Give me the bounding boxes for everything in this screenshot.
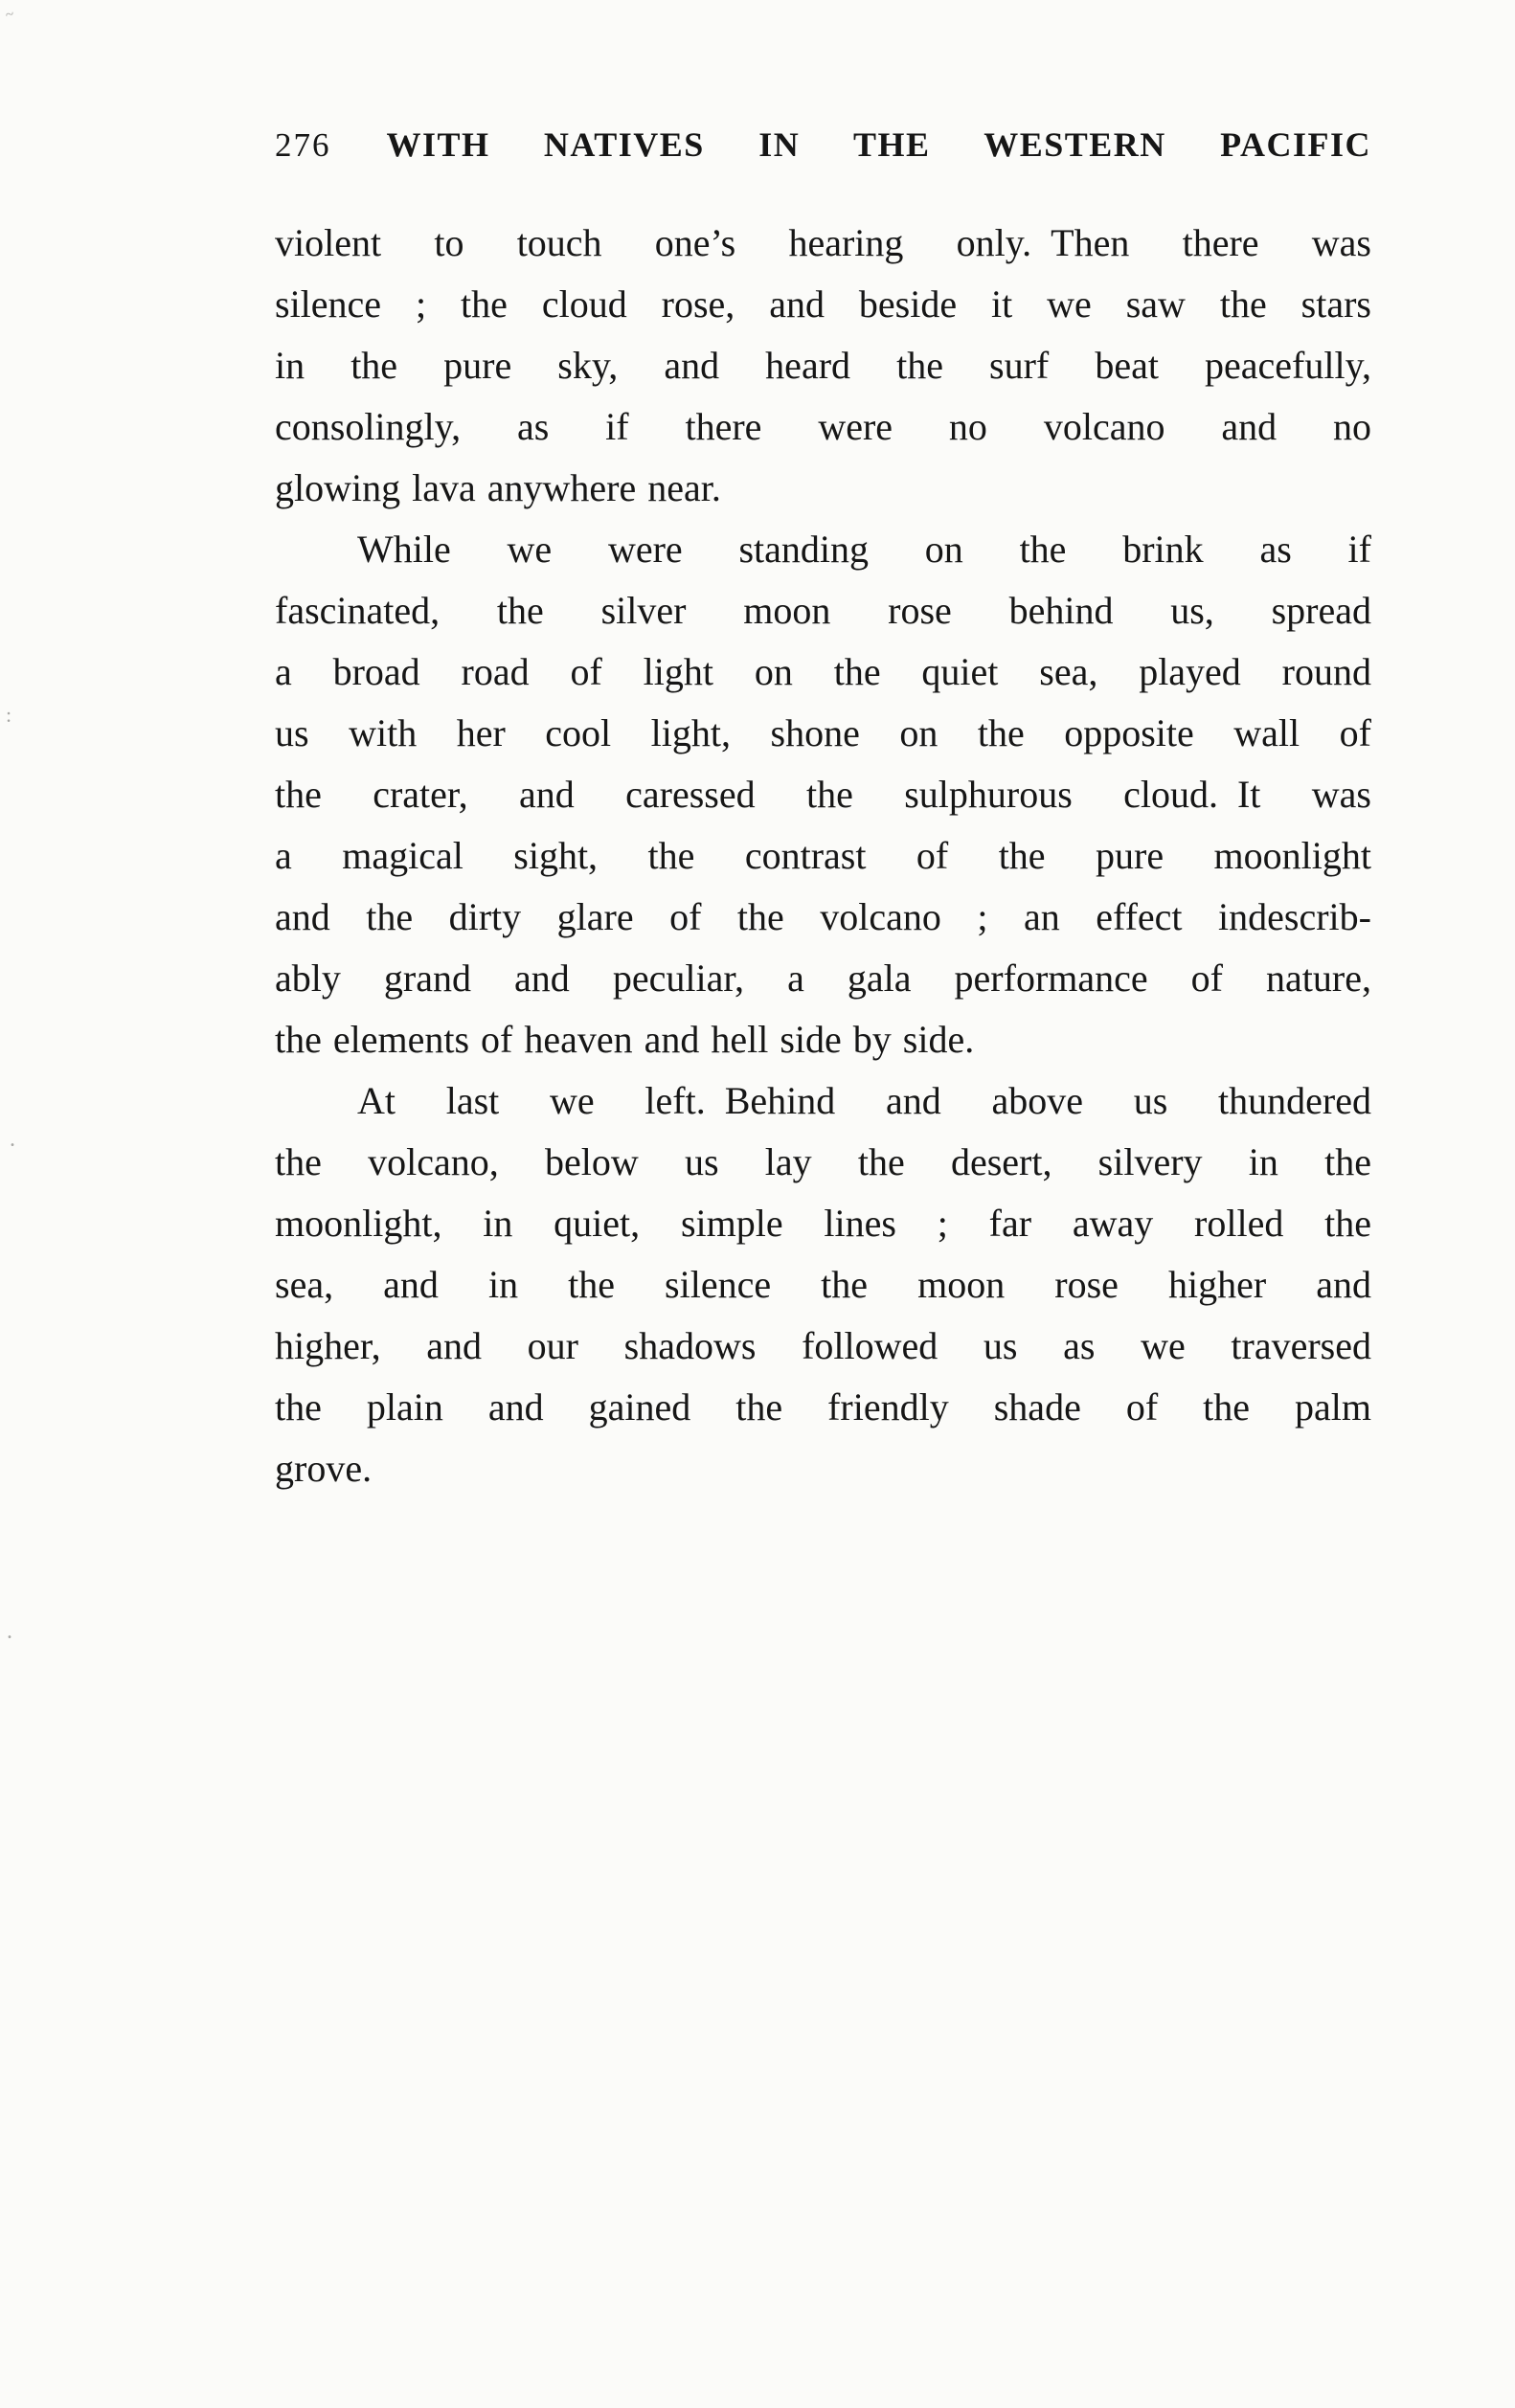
text-line: moonlight, in quiet, simple lines ; far away rolled the [275,1202,1371,1245]
text-line: the volcano, below us lay the desert, silvery in the [275,1140,1371,1183]
scan-artifact: ~ [4,6,16,24]
paragraph-3 [275,1070,1371,1499]
paragraph-2 [275,519,1371,1070]
paragraph-1 [275,213,1371,519]
text-line: silence ; the cloud rose, and beside it we saw the stars [275,282,1371,326]
text-line: the crater, and caressed the sulphurous cloud. It was [275,773,1371,816]
text-line: fascinated, the silver moon rose behind us, spread [275,589,1371,632]
text-line: the plain and gained the friendly shade of the palm [275,1385,1371,1429]
text-line: a broad road of light on the quiet sea, played round [275,650,1371,693]
body-text [275,213,1371,1499]
text-line: the elements of heaven and hell side by side. [275,1018,975,1061]
text-line: consolingly, as if there were no volcano and no [275,405,1371,448]
text-line: While we were standing on the brink as if [357,528,1371,571]
text-line: in the pure sky, and heard the surf beat peacefully, [275,344,1371,387]
text-line: and the dirty glare of the volcano ; an effect indescrib- [275,895,1371,938]
scan-artifact: : [6,703,12,727]
text-line: violent to touch one’s hearing only. Then there was [275,221,1371,264]
text-line: glowing lava anywhere near. [275,466,721,509]
scan-artifact: . [10,1127,15,1152]
text-line: a magical sight, the contrast of the pure moonlight [275,834,1371,877]
running-title: WITH NATIVES IN THE WESTERN PACIFIC [386,125,1371,164]
text-line: At last we left. Behind and above us thundered [357,1079,1371,1122]
page-header [275,124,1371,165]
text-line: ably grand and peculiar, a gala performance of nature, [275,956,1371,1000]
text-line: us with her cool light, shone on the opposite wall of [275,711,1371,754]
text-line: grove. [275,1447,373,1490]
page-number: 276 [275,126,331,164]
text-line: sea, and in the silence the moon rose higher and [275,1263,1371,1306]
scan-artifact: . [7,1619,12,1644]
text-line: higher, and our shadows followed us as we traversed [275,1324,1371,1367]
